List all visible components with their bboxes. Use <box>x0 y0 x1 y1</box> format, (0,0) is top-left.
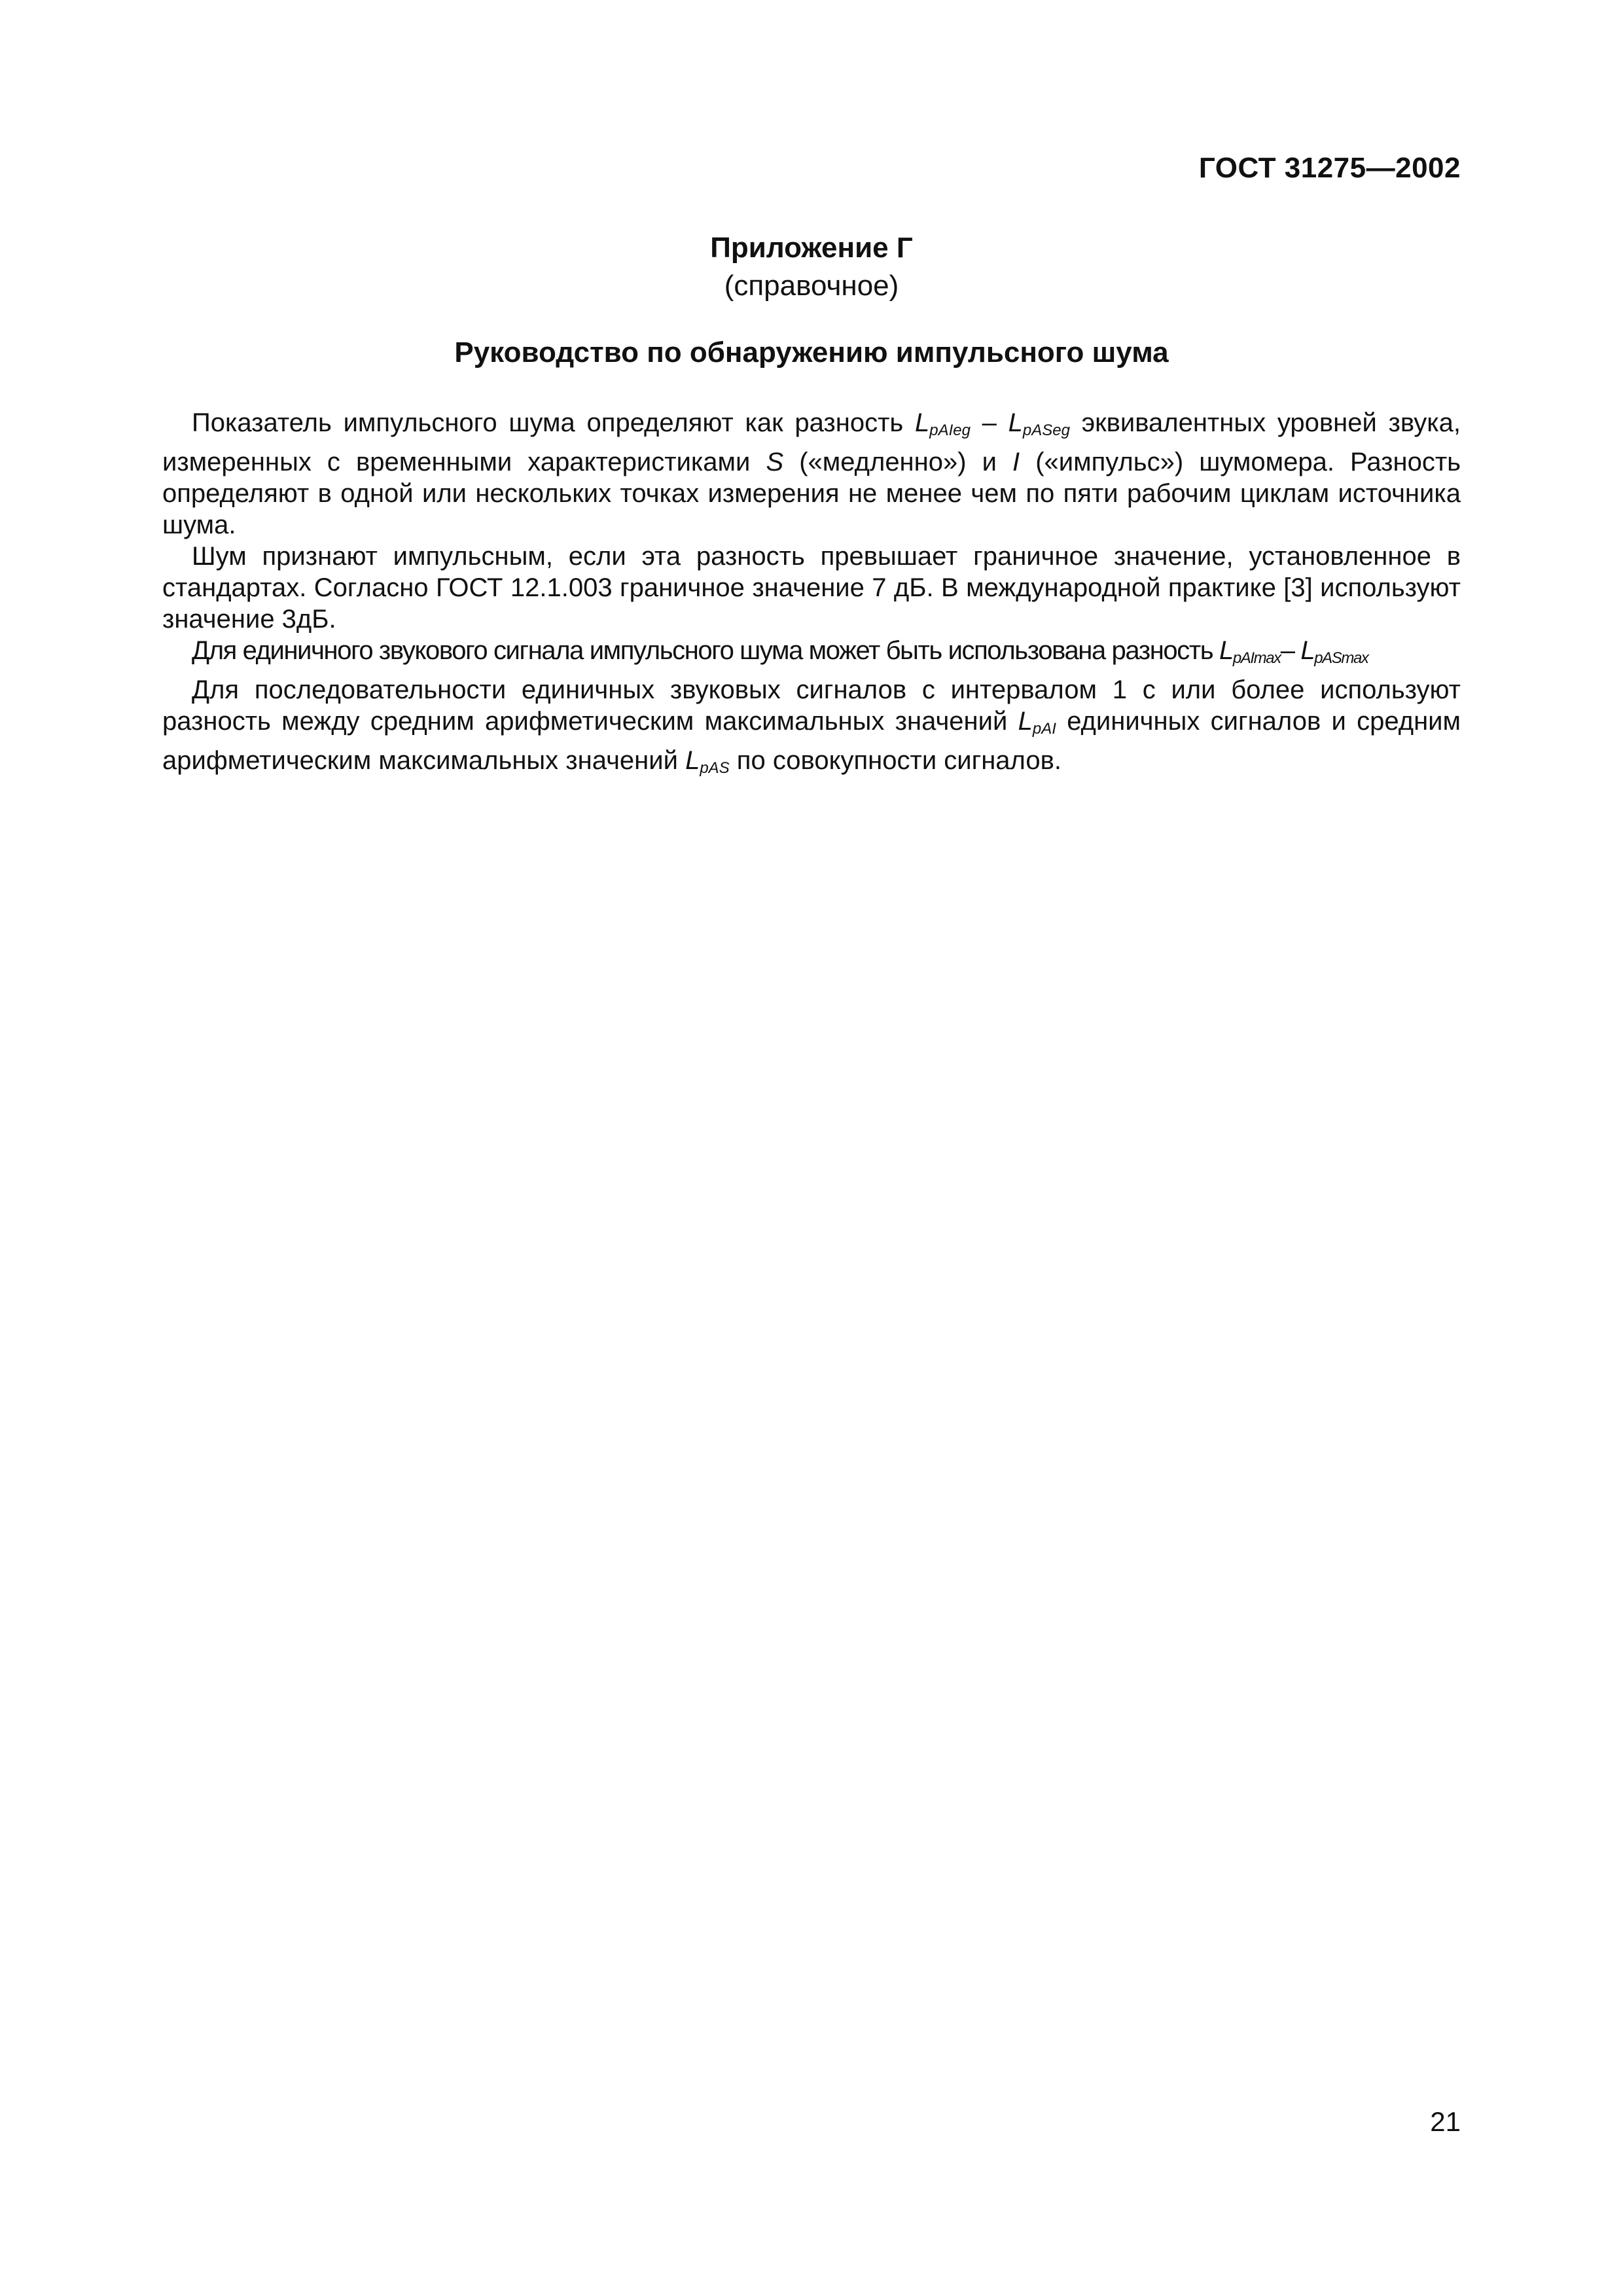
subscript: pAImax <box>1232 649 1281 667</box>
appendix-title: Приложение Г <box>710 232 913 264</box>
subscript: pASmax <box>1314 649 1368 667</box>
variable-l: L <box>685 746 700 775</box>
standard-code: ГОСТ 31275—2002 <box>1198 152 1461 184</box>
subscript: pAI <box>1032 720 1056 738</box>
subscript: pAIeg <box>929 422 971 439</box>
paragraph-2: Шум признают импульсным, если эта разность превышает граничное значение, установленное в стандартах. Согласно ГОСТ 12.1.003 граничное значение 7 дБ. В международной практике [3] используют значение 3дБ. <box>162 542 1461 634</box>
paragraph-3: Для единичного звукового сигнала импульсного шума может быть использована разность $L_{pAImax}-$ $L_{pASmax}$ <box>192 636 1368 667</box>
section-title: Руководство по обнаружению импульсного шума <box>454 336 1169 368</box>
variable-l: L <box>1219 636 1233 665</box>
paragraph-4: Для последовательности единичных звуковых сигналов с интервалом 1 с или более используют разность между средним арифметическим максимальных значений $L_{pAI}$ единичных сигналов и средним арифметическим максимальных значений $L_{pAS}$ по совокупности сигналов. <box>162 675 1461 777</box>
appendix-heading <box>0 229 1623 305</box>
body-text <box>162 407 1461 784</box>
variable-i: I <box>1012 448 1020 476</box>
appendix-type: (справочное) <box>724 270 899 302</box>
paragraph-1: Показатель импульсного шума определяют как разность $L_{pAIeg} - L_{pASeg}$ эквивалентных уровней звука, измеренных с временными характеристиками S («медленно») и I («импульс») шумомера. Разность определяют в одной или нескольких точках измерения не менее чем по пяти рабочим циклам источника шума. <box>162 408 1461 539</box>
variable-l: L <box>1018 707 1033 736</box>
variable-l: L <box>914 408 930 437</box>
subscript: pASeg <box>1022 422 1070 439</box>
page-number: 21 <box>1430 2106 1461 2137</box>
subscript: pAS <box>700 759 730 777</box>
variable-l: L <box>1300 636 1315 665</box>
variable-s: S <box>766 448 784 476</box>
variable-l: L <box>1008 408 1023 437</box>
